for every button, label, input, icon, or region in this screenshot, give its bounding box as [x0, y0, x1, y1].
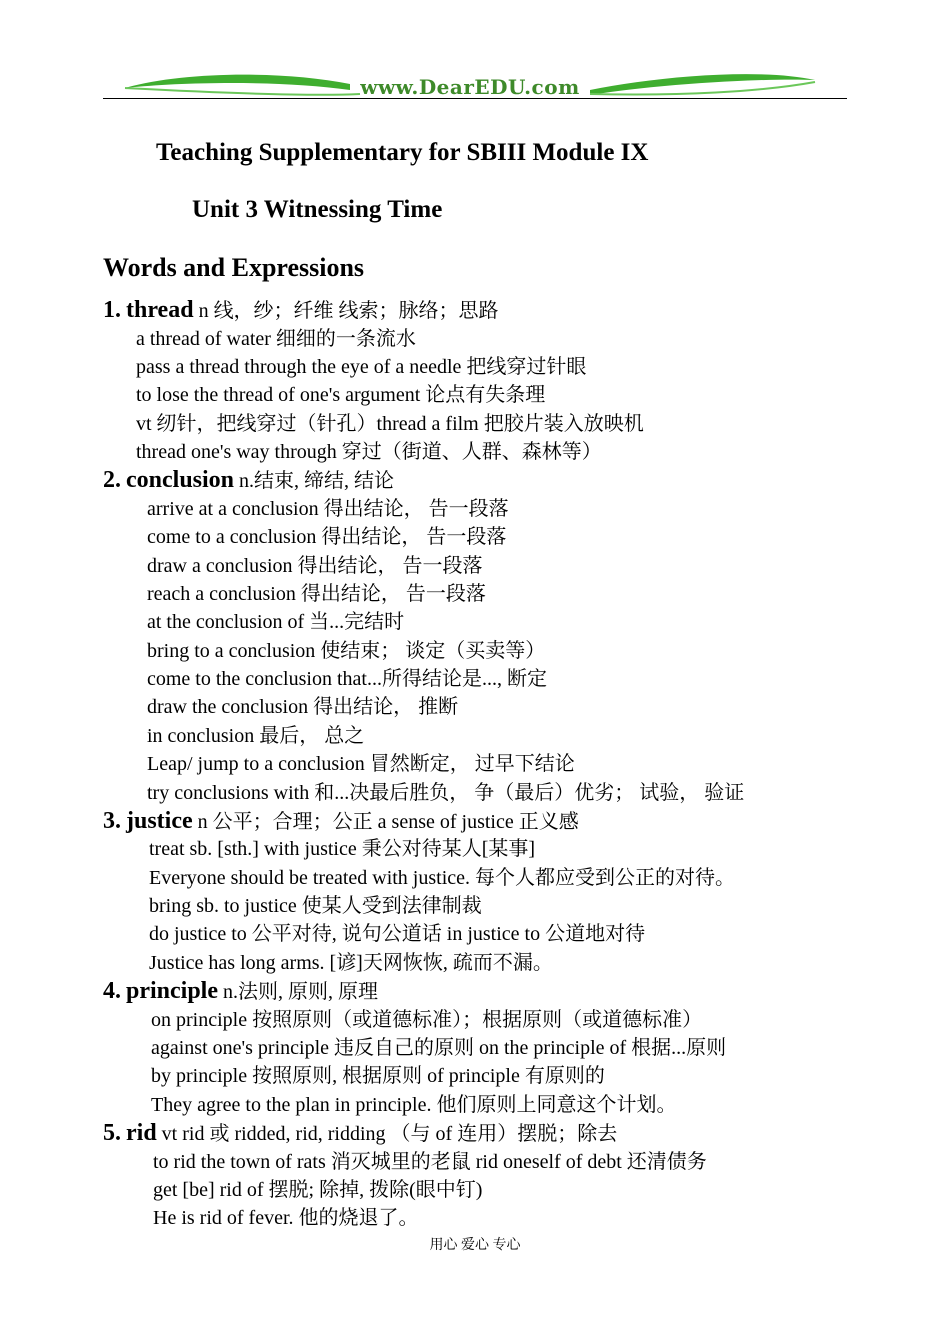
entry-word: rid	[126, 1120, 157, 1146]
example-line: on principle 按照原则（或道德标准）；根据原则（或道德标准）	[151, 1009, 703, 1031]
entry-definition: n.结束, 缔结, 结论	[234, 470, 395, 492]
header-divider	[103, 98, 847, 99]
example-line: thread one's way through 穿过（街道、人群、森林等）	[136, 441, 602, 463]
example-line: reach a conclusion 得出结论， 告一段落	[147, 583, 486, 605]
example-line: Justice has long arms. [谚]天网恢恢, 疏而不漏。	[149, 952, 553, 974]
example-line: in conclusion 最后， 总之	[147, 725, 365, 747]
example-line: come to a conclusion 得出结论， 告一段落	[147, 526, 507, 548]
example-line: Leap/ jump to a conclusion 冒然断定， 过早下结论	[147, 753, 575, 775]
entry-justice	[103, 807, 579, 836]
logo-text: www.DearEDU.com	[360, 75, 580, 99]
example-line: a thread of water 细细的一条流水	[136, 328, 416, 350]
example-line: He is rid of fever. 他的烧退了。	[153, 1207, 419, 1229]
entry-conclusion	[103, 466, 394, 495]
entry-definition: n 公平；合理；公正 a sense of justice 正义感	[192, 811, 579, 833]
entry-word: thread	[126, 297, 194, 323]
example-line: bring sb. to justice 使某人受到法律制裁	[149, 895, 482, 917]
document-title: Teaching Supplementary for SBIII Module IX	[156, 139, 649, 166]
example-line: try conclusions with 和...决最后胜负， 争（最后）优劣； 试验， 验证	[147, 782, 745, 804]
example-line: come to the conclusion that...所得结论是..., 断定	[147, 668, 547, 690]
unit-title: Unit 3 Witnessing Time	[192, 196, 443, 223]
entry-rid	[103, 1119, 617, 1148]
example-line: arrive at a conclusion 得出结论， 告一段落	[147, 498, 509, 520]
example-line: They agree to the plan in principle. 他们原则上同意这个计划。	[151, 1094, 677, 1116]
example-line: treat sb. [sth.] with justice 秉公对待某人[某事]	[149, 838, 536, 860]
example-line: draw the conclusion 得出结论， 推断	[147, 696, 459, 718]
example-line: draw a conclusion 得出结论， 告一段落	[147, 555, 483, 577]
entry-definition: n 线，纱；纤维 线索；脉络；思路	[193, 300, 499, 322]
example-line: pass a thread through the eye of a needle 把线穿过针眼	[136, 356, 587, 378]
entry-definition: vt rid 或 ridded, rid, ridding （与 of 连用）摆脱；除去	[156, 1123, 618, 1145]
example-line: get [be] rid of 摆脱; 除掉, 拨除(眼中钉)	[153, 1179, 483, 1201]
entry-word: principle	[126, 978, 219, 1004]
entry-principle	[103, 977, 378, 1006]
page-footer: 用心 爱心 专心	[429, 1238, 521, 1253]
example-line: Everyone should be treated with justice. 每个人都应受到公正的对待。	[149, 867, 736, 889]
entry-number: 5.	[103, 1120, 121, 1146]
entry-word: conclusion	[126, 467, 235, 493]
entry-definition: n.法则, 原则, 原理	[218, 981, 379, 1003]
example-line: against one's principle 违反自己的原则 on the principle of 根据...原则	[151, 1037, 727, 1059]
section-heading: Words and Expressions	[103, 253, 365, 282]
entry-number: 4.	[103, 978, 121, 1004]
example-line: bring to a conclusion 使结束； 谈定（买卖等）	[147, 640, 546, 662]
example-line: do justice to 公平对待, 说句公道话 in justice to 公道地对待	[149, 923, 646, 945]
entry-number: 3.	[103, 808, 121, 834]
entry-thread	[103, 296, 499, 325]
entry-number: 2.	[103, 467, 121, 493]
example-line: at the conclusion of 当...完结时	[147, 611, 405, 633]
example-line: to rid the town of rats 消灭城里的老鼠 rid oneself of debt 还清债务	[153, 1151, 707, 1173]
example-line: vt 纫针，把线穿过（针孔）thread a film 把胶片装入放映机	[136, 413, 644, 435]
entry-word: justice	[126, 808, 193, 834]
entry-number: 1.	[103, 297, 121, 323]
example-line: by principle 按照原则, 根据原则 of principle 有原则的	[151, 1065, 605, 1087]
example-line: to lose the thread of one's argument 论点有失条理	[136, 384, 546, 406]
